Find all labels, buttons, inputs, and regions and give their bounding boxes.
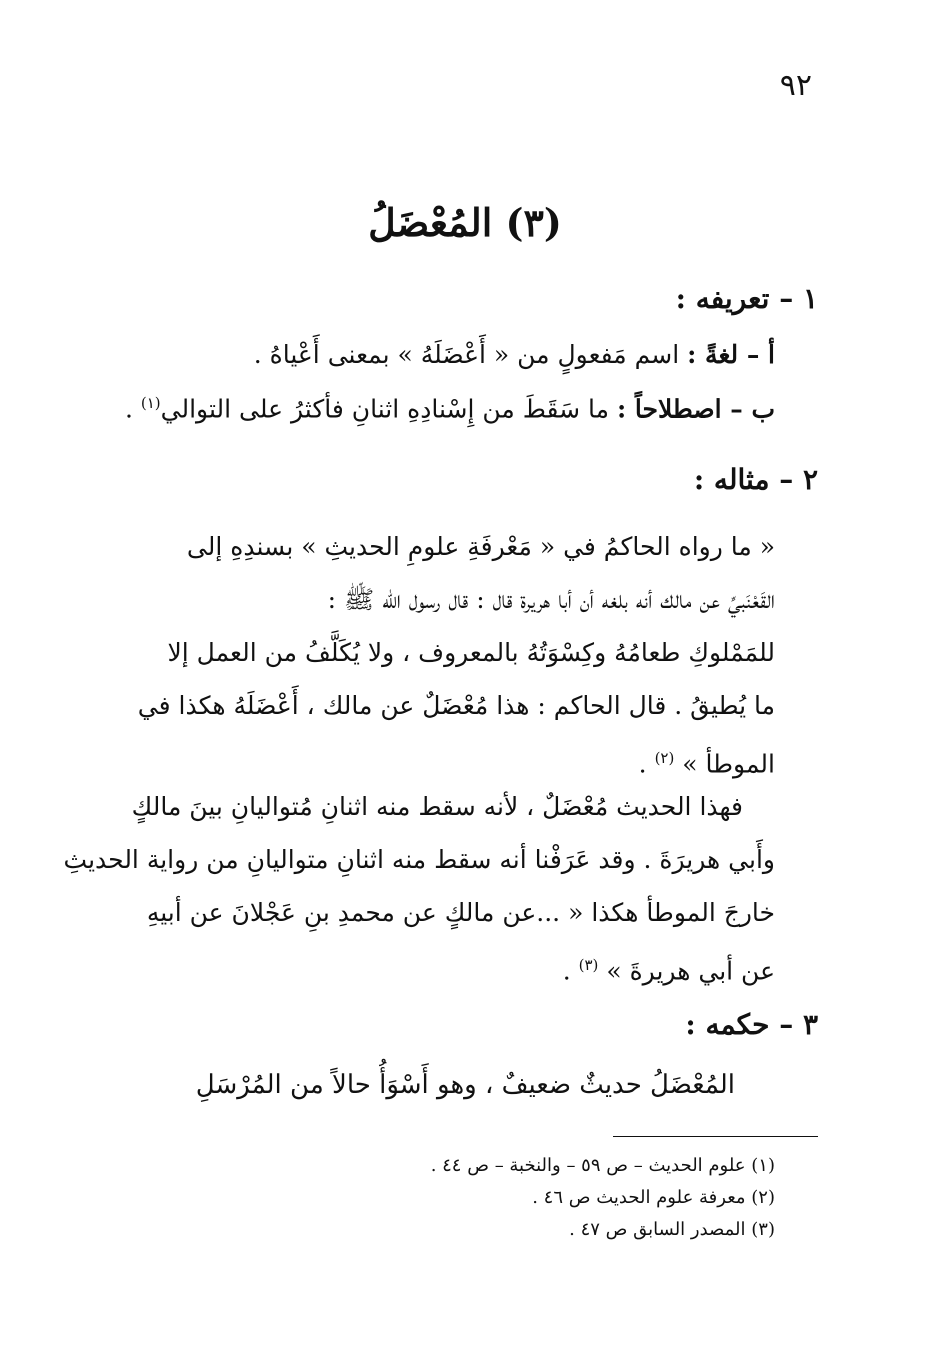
footnote-ref-1: (١): [140, 394, 161, 412]
definition-technical-end: .: [124, 394, 141, 424]
explanation-line-1: فهذا الحديث مُعْضَلٌ ، لأنه سقط منه اثنانِ مُتواليانِ بينَ مالكٍ: [131, 792, 743, 821]
example-paragraph-1: [125, 520, 775, 790]
definition-technical-label: ب – اصطلاحاً :: [616, 394, 775, 424]
section-heading-ruling: ٣ – حكمه :: [685, 1008, 818, 1041]
definition-linguistic-text: اسم مَفعولٍ من « أَعْضَلَهُ » بمعنى أَعْياهُ .: [253, 340, 688, 369]
explanation-line-3: خارجَ الموطأ هكذا « ...عن مالكٍ عن محمدِ بنِ عَجْلانَ عن أبيهِ: [146, 898, 775, 927]
example-line-3: للمَمْلوكِ طعامُهُ وكِسْوَتُهُ بالمعروف ، ولا يُكَلَّفُ من العمل إلا: [167, 638, 775, 667]
footnote-ref-3: (٣): [578, 956, 599, 974]
page-number: ٩٢: [779, 68, 812, 103]
example-line-5-end: .: [638, 749, 655, 779]
example-paragraph-2: [63, 780, 775, 997]
section-heading-definition: ١ – تعريفه :: [675, 282, 818, 315]
footnote-1: (١) علوم الحديث – ص ٥٩ – والنخبة – ص ٤٤ .: [430, 1155, 775, 1176]
example-line-5-text: الموطأ »: [682, 749, 775, 779]
example-line-4: ما يُطيقُ . قال الحاكم : هذا مُعْضَلٌ عن مالك ، أَعْضَلَهُ هكذا في: [137, 691, 775, 720]
explanation-line-4-text: عن أبي هريرةَ »: [606, 956, 775, 986]
explanation-line-2: وأَبي هريرَةَ . وقد عَرَفْنا أنه سقط منه اثنانِ متواليانِ من رواية الحديثِ: [63, 845, 775, 874]
footnote-separator: [613, 1136, 818, 1137]
ruling-text: المُعْضَلُ حديثٌ ضعيفٌ ، وهو أَسْوَأُ حالاً من المُرْسَلِ: [195, 1070, 735, 1100]
footnote-ref-2: (٢): [654, 749, 675, 767]
example-line-1: « ما رواه الحاكمُ في « مَعْرفَةِ علومِ الحديثِ » بسندِهِ إلى: [186, 532, 775, 561]
section-heading-example: ٢ – مثاله :: [693, 463, 818, 496]
example-line-2: القَعْنَبيِّ عن مالك أنه بلغه أن أبا هريرة قال : قال رسول الله ﷺ :: [327, 585, 775, 614]
explanation-line-4: [125, 939, 775, 997]
definition-linguistic: [254, 340, 775, 369]
footnote-3: (٣) المصدر السابق ص ٤٧ .: [569, 1219, 775, 1240]
definition-technical: [125, 394, 775, 423]
definition-technical-text: ما سَقَطَ من إِسْنادِهِ اثنانِ فأكثرُ على التوالي: [160, 394, 617, 424]
footnotes: [431, 1150, 775, 1246]
explanation-line-4-end: .: [562, 956, 579, 986]
chapter-title: (٣) المُعْضَلُ: [368, 200, 562, 245]
footnote-2: (٢) معرفة علوم الحديث ص ٤٦ .: [532, 1187, 775, 1208]
definition-linguistic-label: أ – لغةً :: [687, 340, 775, 369]
